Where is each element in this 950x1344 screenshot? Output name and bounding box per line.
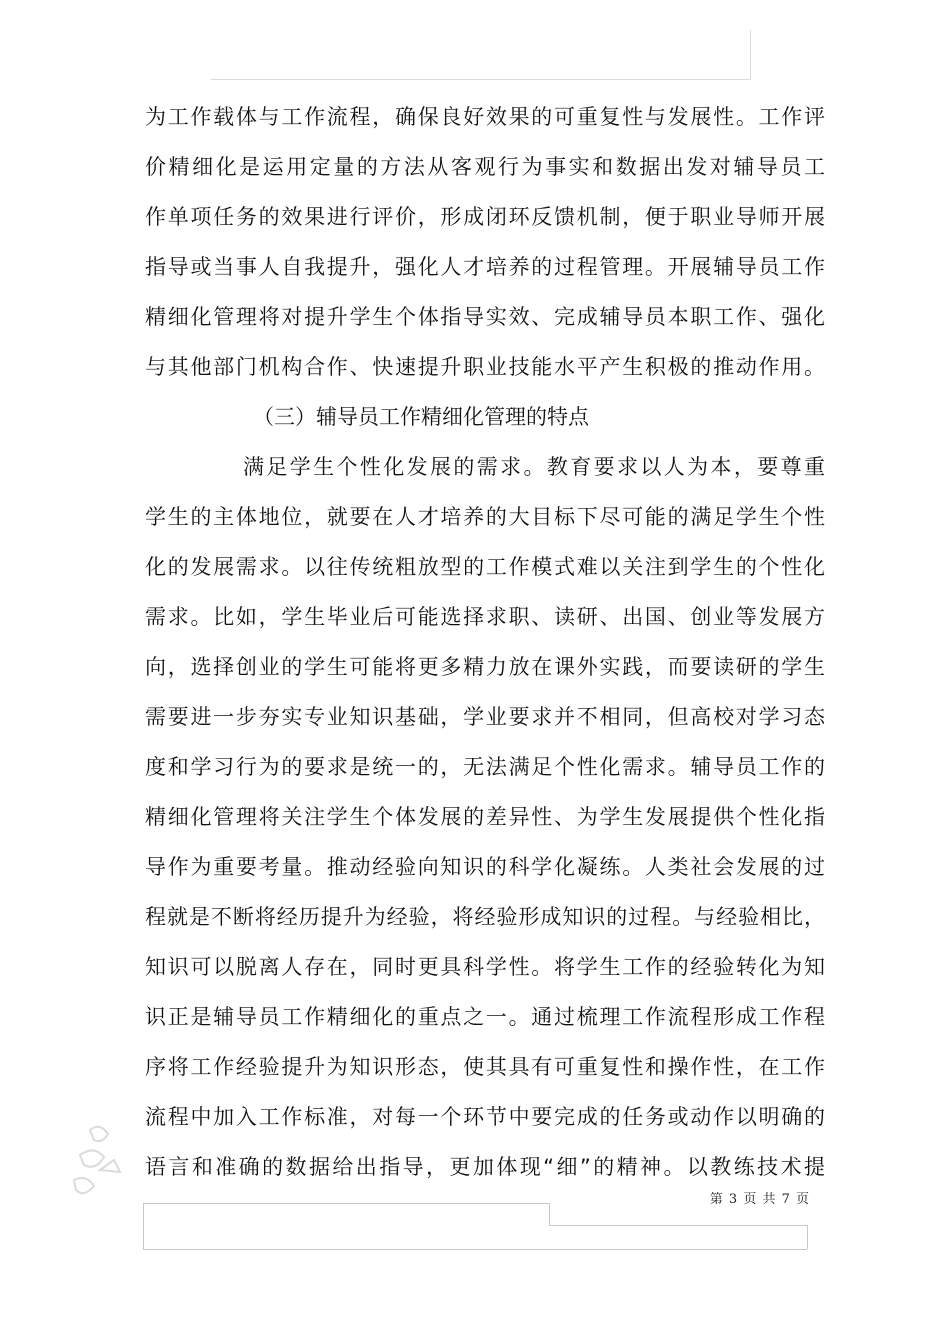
text-line: 语言和准确的数据给出指导，更加体现“细”的精神。以教练技术提 (145, 1155, 825, 1179)
text-line: 程就是不断将经历提升为经验，将经验形成知识的过程。与经验相比， (145, 905, 825, 929)
text-line: 作单项任务的效果进行评价，形成闭环反馈机制，便于职业导师开展 (145, 205, 825, 229)
text-line: 学生的主体地位，就要在人才培养的大目标下尽可能的满足学生个性 (145, 505, 825, 529)
text-line: 导作为重要考量。推动经验向知识的科学化凝练。人类社会发展的过 (145, 855, 825, 879)
paragraph-first-line: 满足学生个性化发展的需求。教育要求以人为本，要尊重 (243, 455, 825, 479)
footer-margin-frame (143, 1203, 807, 1249)
text-line: 为工作载体与工作流程，确保良好效果的可重复性与发展性。工作评 (145, 105, 825, 129)
text-line: 需要进一步夯实专业知识基础，学业要求并不相同，但高校对学习态 (145, 705, 825, 729)
section-heading: （三）辅导员工作精细化管理的特点 (253, 405, 589, 429)
header-corner-mark (750, 30, 751, 80)
text-line: 指导或当事人自我提升，强化人才培养的过程管理。开展辅导员工作 (145, 255, 825, 279)
text-line: 价精细化是运用定量的方法从客观行为事实和数据出发对辅导员工 (145, 155, 825, 179)
faint-stamp-watermark (60, 1110, 150, 1210)
text-line: 需求。比如，学生毕业后可能选择求职、读研、出国、创业等发展方 (145, 605, 825, 629)
text-line: 流程中加入工作标准，对每一个环节中要完成的任务或动作以明确的 (145, 1105, 825, 1129)
text-line: 精细化管理将对提升学生个体指导实效、完成辅导员本职工作、强化 (145, 305, 825, 329)
text-line: 度和学习行为的要求是统一的，无法满足个性化需求。辅导员工作的 (145, 755, 825, 779)
text-line: 与其他部门机构合作、快速提升职业技能水平产生积极的推动作用。 (145, 355, 825, 379)
text-line: 知识可以脱离人存在，同时更具科学性。将学生工作的经验转化为知 (145, 955, 825, 979)
text-line: 向，选择创业的学生可能将更多精力放在课外实践，而要读研的学生 (145, 655, 825, 679)
document-body (145, 92, 825, 1192)
text-line: 识正是辅导员工作精细化的重点之一。通过梳理工作流程形成工作程 (145, 1005, 825, 1029)
text-line: 序将工作经验提升为知识形态，使其具有可重复性和操作性，在工作 (145, 1055, 825, 1079)
header-margin-rule (211, 79, 751, 80)
text-line: 精细化管理将关注学生个体发展的差异性、为学生发展提供个性化指 (145, 805, 825, 829)
page-number: 第 3 页 共 7 页 (709, 1192, 810, 1207)
text-line: 化的发展需求。以往传统粗放型的工作模式难以关注到学生的个性化 (145, 555, 825, 579)
